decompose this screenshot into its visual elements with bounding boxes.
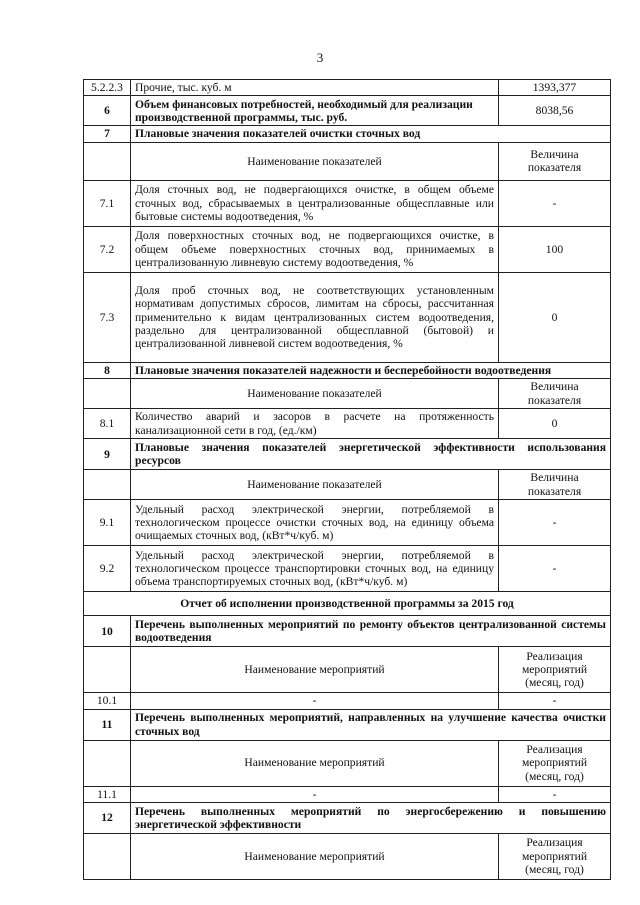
section-row	[84, 709, 611, 740]
table-row	[84, 272, 611, 362]
section-title: Перечень выполненных мероприятий по энергосбережению и повышению энергетической эффективности	[131, 803, 611, 834]
section-number: 12	[84, 803, 131, 834]
program-table	[83, 79, 611, 880]
row-text: Доля сточных вод, не подвергающихся очистке, в общем объеме сточных вод, сбрасываемых в централизованные общесплавные или бытовые системы водоотведения, %	[131, 180, 499, 226]
column-header-name: Наименование показателей	[131, 142, 499, 180]
column-header-row	[84, 142, 611, 180]
column-header-value: Реализация мероприятий (месяц, год)	[499, 740, 611, 786]
section-title: Перечень выполненных мероприятий по ремонту объектов централизованной системы водоотведения	[131, 616, 611, 647]
table-row	[84, 546, 611, 592]
row-value: -	[499, 693, 611, 709]
row-value: 0	[499, 272, 611, 362]
row-text: -	[131, 693, 499, 709]
section-title: Перечень выполненных мероприятий, направленных на улучшение качества очистки сточных вод	[131, 709, 611, 740]
column-header-value: Реализация мероприятий (месяц, год)	[499, 647, 611, 693]
table-row	[84, 226, 611, 272]
row-value: 0	[499, 409, 611, 439]
row-text: Доля проб сточных вод, не соответствующих установленным нормативам допустимых сбросов, лимитам на сбросы, рассчитанная применительно к видам централизованных систем водоотведения, раздельно для централизованной общесплавной (бытовой) и централизованной ливневой систем водоотведения, %	[131, 272, 499, 362]
row-number: 7.2	[84, 226, 131, 272]
column-header-row	[84, 740, 611, 786]
column-header-name: Наименование показателей	[131, 379, 499, 409]
section-title: Плановые значения показателей надежности и бесперебойности водоотведения	[131, 362, 611, 378]
column-header-row	[84, 379, 611, 409]
section-title: Плановые значения показателей очистки сточных вод	[131, 126, 611, 142]
section-number: 7	[84, 126, 131, 142]
row-value: 8038,56	[499, 96, 611, 126]
column-header-row	[84, 647, 611, 693]
row-number: 11.1	[84, 786, 131, 802]
section-row	[84, 803, 611, 834]
section-number: 11	[84, 709, 131, 740]
section-row	[84, 126, 611, 142]
section-title: Плановые значения показателей энергетической эффективности использования ресурсов	[131, 439, 611, 470]
row-text: Удельный расход электрической энергии, потребляемой в технологическом процессе очистки сточных вод, на единицу объема очищаемых сточных вод, (кВт*ч/куб. м)	[131, 500, 499, 546]
row-text: Количество аварий и засоров в расчете на протяженность канализационной сети в год, (ед./км)	[131, 409, 499, 439]
section-number: 8	[84, 362, 131, 378]
section-row	[84, 439, 611, 470]
table-row	[84, 409, 611, 439]
row-value: 100	[499, 226, 611, 272]
page-number: 3	[316, 50, 324, 65]
row-number: 10.1	[84, 693, 131, 709]
table-row	[84, 786, 611, 802]
row-text: Удельный расход электрической энергии, потребляемой в технологическом процессе транспортировки сточных вод, на единицу объема транспортируемых сточных вод, (кВт*ч/куб. м)	[131, 546, 499, 592]
row-value: -	[499, 786, 611, 802]
table-row	[84, 96, 611, 126]
section-row	[84, 616, 611, 647]
row-value: -	[499, 180, 611, 226]
table-row	[84, 500, 611, 546]
column-header-value: Величина показателя	[499, 379, 611, 409]
row-value: 1393,377	[499, 80, 611, 96]
row-text: Объем финансовых потребностей, необходимый для реализации производственной программы, тыс. руб.	[131, 96, 499, 126]
report-title: Отчет об исполнении производственной программы за 2015 год	[84, 592, 611, 616]
row-number: 7.3	[84, 272, 131, 362]
column-header-row	[84, 834, 611, 880]
table-row	[84, 180, 611, 226]
row-number: 6	[84, 96, 131, 126]
row-text: -	[131, 786, 499, 802]
row-number: 7.1	[84, 180, 131, 226]
row-number: 8.1	[84, 409, 131, 439]
row-text: Прочие, тыс. куб. м	[131, 80, 499, 96]
table-row	[84, 693, 611, 709]
column-header-name: Наименование мероприятий	[131, 647, 499, 693]
row-number: 5.2.2.3	[84, 80, 131, 96]
row-number: 9.1	[84, 500, 131, 546]
column-header-row	[84, 470, 611, 500]
section-number: 10	[84, 616, 131, 647]
row-text: Доля поверхностных сточных вод, не подвергающихся очистке, в общем объеме поверхностных сточных вод, принимаемых в централизованную ливневую систему водоотведения, %	[131, 226, 499, 272]
section-number: 9	[84, 439, 131, 470]
column-header-name: Наименование показателей	[131, 470, 499, 500]
row-value: -	[499, 500, 611, 546]
column-header-name: Наименование мероприятий	[131, 740, 499, 786]
column-header-name: Наименование мероприятий	[131, 834, 499, 880]
report-title-row	[84, 592, 611, 616]
column-header-value: Величина показателя	[499, 470, 611, 500]
column-header-value: Величина показателя	[499, 142, 611, 180]
section-row	[84, 362, 611, 378]
column-header-value: Реализация мероприятий (месяц, год)	[499, 834, 611, 880]
row-number: 9.2	[84, 546, 131, 592]
row-value: -	[499, 546, 611, 592]
table-row	[84, 80, 611, 96]
